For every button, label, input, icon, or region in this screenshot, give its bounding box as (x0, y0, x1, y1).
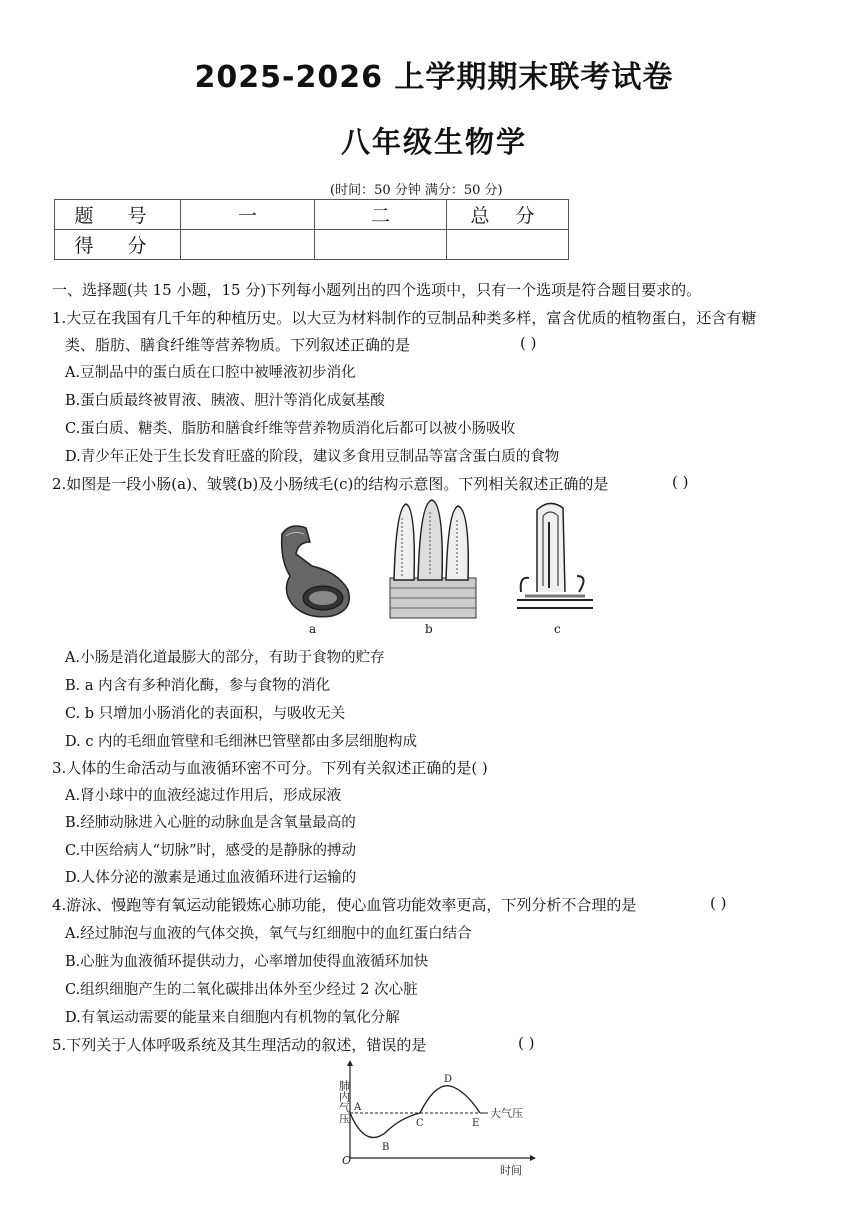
time-info: (时间：50 分钟 满分：50 分) (330, 183, 503, 198)
exam-subtitle: 八年级生物学 (340, 125, 527, 159)
question-stem: 2.如图是一段小肠(a)、皱襞(b)及小肠绒毛(c)的结构示意图。下列相关叙述正确的是 (52, 475, 609, 493)
y-axis-label: 肺内气压 (337, 1080, 351, 1124)
question-stem: 5.下列关于人体呼吸系统及其生理活动的叙述，错误的是 (52, 1036, 427, 1054)
x-axis-label: 时间 (500, 1164, 522, 1177)
score-cell: 一 (181, 200, 315, 230)
y-axis-arrow (347, 1060, 353, 1066)
score-cell: 得 分 (55, 230, 181, 260)
score-cell: 二 (315, 200, 447, 230)
option-d: D.青少年正处于生长发育旺盛的阶段，建议多食用豆制品等富含蛋白质的食物 (65, 449, 560, 465)
intestinal-fold-figure (388, 498, 478, 620)
score-input-cell[interactable] (447, 230, 569, 260)
point-label-b: B (382, 1142, 390, 1153)
baseline-label: 大气压 (490, 1107, 523, 1120)
intestinal-villus-figure (515, 496, 595, 616)
option-d: D. c 内的毛细血管壁和毛细淋巴管壁都由多层细胞构成 (65, 734, 418, 750)
option-c: C.中医给病人“切脉”时，感受的是静脉的搏动 (65, 843, 357, 859)
x-axis-arrow (530, 1155, 536, 1161)
score-table-score-row (55, 230, 569, 260)
question-stem: 1.大豆在我国有几千年的种植历史。以大豆为材料制作的豆制品种类多样，富含优质的植物蛋白，还含有糖 (52, 309, 757, 327)
option-a: A.小肠是消化道最膨大的部分，有助于食物的贮存 (65, 650, 385, 666)
figure-label-a: a (309, 622, 317, 636)
score-table-header-row (55, 200, 569, 230)
question-stem: 4.游泳、慢跑等有氧运动能锻炼心肺功能，使心血管功能效率更高，下列分析不合理的是 (52, 896, 637, 914)
figure-label-c: c (554, 622, 561, 636)
option-c: C. b 只增加小肠消化的表面积，与吸收无关 (65, 706, 346, 722)
section-intro: 一、选择题(共 15 小题，15 分)下列每小题列出的四个选项中，只有一个选项是符合题目要求的。 (52, 281, 702, 299)
answer-paren: ( ) (672, 473, 689, 491)
question-stem: 类、脂肪、膳食纤维等营养物质。下列叙述正确的是 (65, 336, 411, 354)
point-label-c: C (416, 1118, 424, 1129)
pressure-curve (350, 1086, 480, 1138)
exam-title: 2025-2026 上学期期末联考试卷 (194, 60, 674, 95)
score-table (54, 199, 569, 260)
answer-paren: ( ) (518, 1034, 535, 1052)
answer-paren: ( ) (520, 334, 537, 352)
option-d: D.人体分泌的激素是通过血液循环进行运输的 (65, 870, 357, 886)
option-a: A.经过肺泡与血液的气体交换，氧气与红细胞中的血红蛋白结合 (65, 926, 472, 942)
option-b: B.经肺动脉进入心脏的动脉血是含氧量最高的 (65, 815, 356, 831)
option-a: A.肾小球中的血液经滤过作用后，形成尿液 (65, 788, 342, 804)
question-stem: 3.人体的生命活动与血液循环密不可分。下列有关叙述正确的是( ) (52, 759, 488, 777)
score-cell: 总 分 (447, 200, 569, 230)
score-input-cell[interactable] (315, 230, 447, 260)
point-label-e: E (472, 1118, 480, 1129)
lung-pressure-graph (330, 1058, 540, 1178)
score-cell: 题 号 (55, 200, 181, 230)
point-label-d: D (444, 1074, 453, 1085)
point-label-a: A (354, 1102, 362, 1113)
option-a: A.豆制品中的蛋白质在口腔中被唾液初步消化 (65, 365, 356, 381)
figure-label-b: b (425, 622, 433, 636)
option-b: B.蛋白质最终被胃液、胰液、胆汁等消化成氨基酸 (65, 393, 385, 409)
option-c: C.组织细胞产生的二氧化碳排出体外至少经过 2 次心脏 (65, 982, 418, 998)
origin-label: O (342, 1154, 352, 1167)
small-intestine-segment-figure (268, 520, 360, 620)
option-b: B. a 内含有多种消化酶，参与食物的消化 (65, 678, 331, 694)
option-b: B.心脏为血液循环提供动力，心率增加使得血液循环加快 (65, 954, 429, 970)
score-input-cell[interactable] (181, 230, 315, 260)
answer-paren: ( ) (710, 894, 727, 912)
option-c: C.蛋白质、糖类、脂肪和膳食纤维等营养物质消化后都可以被小肠吸收 (65, 421, 516, 437)
option-d: D.有氧运动需要的能量来自细胞内有机物的氧化分解 (65, 1010, 400, 1026)
